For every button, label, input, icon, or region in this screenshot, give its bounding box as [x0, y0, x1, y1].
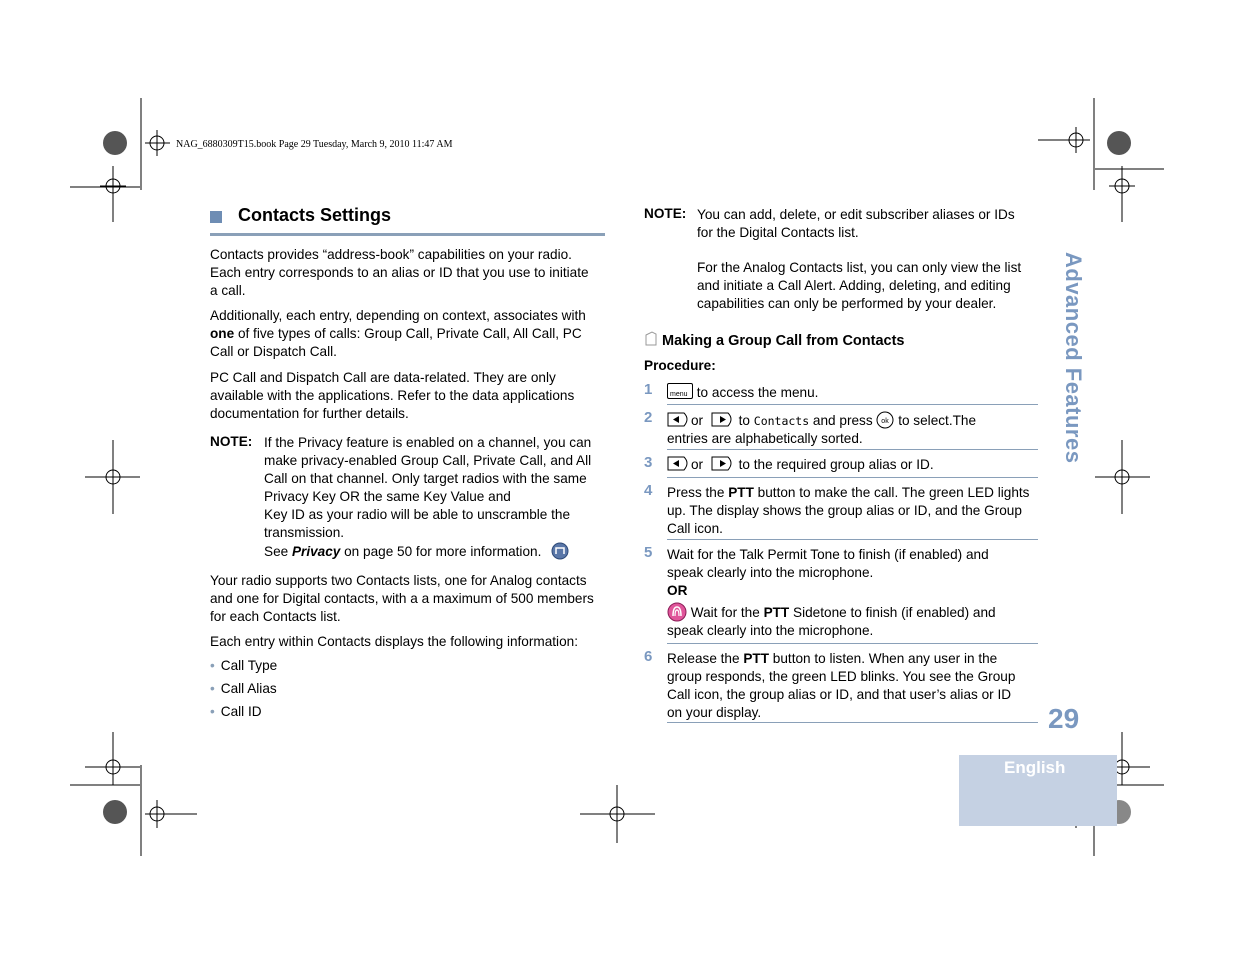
text-line: For the Analog Contacts list, you can only view the list: [697, 260, 1022, 275]
step-divider: [667, 449, 1038, 450]
bold-text: one: [210, 326, 235, 341]
chapter-side-tab: Advanced Features: [1061, 252, 1086, 464]
info-bullet-list: [210, 657, 277, 721]
step-divider: [667, 404, 1038, 405]
right-arrow-key-icon: [711, 456, 735, 471]
text-line: Call icon, the group alias or ID, and that user’s alias or ID: [667, 687, 1012, 702]
language-label: English: [1004, 758, 1066, 777]
step-3: [667, 456, 1039, 474]
section-heading: [210, 205, 605, 236]
bullet-text: Call Type: [220, 658, 278, 673]
text-span: to access the menu.: [693, 385, 819, 400]
key-label: ok: [881, 418, 890, 425]
list-item: • Call Alias: [210, 681, 277, 696]
step-divider: [667, 643, 1038, 644]
text-line: PC Call and Dispatch Call are data-related. They are only: [210, 370, 556, 385]
contacts-lists-paragraph: [210, 572, 610, 626]
bold-text: PTT: [763, 605, 790, 620]
text-line: Wait for the Talk Permit Tone to finish (if enabled) and: [667, 547, 989, 562]
text-line: on your display.: [667, 705, 762, 720]
text-span: button to make the call. The green LED lights: [753, 485, 1030, 500]
text-span: or: [691, 457, 704, 472]
text-line: transmission.: [264, 525, 345, 540]
note-label: NOTE:: [210, 434, 253, 449]
text-span: of five types of calls: Group Call, Private Call, All Call, PC: [234, 326, 582, 341]
text-span: and press: [809, 413, 877, 428]
digital-mode-icon: [551, 542, 569, 560]
text-line: Key ID as your radio will be able to unscramble the: [264, 507, 571, 522]
text-line: You can add, delete, or edit subscriber aliases or IDs: [697, 207, 1015, 222]
text-line: [210, 325, 610, 343]
text-line: [667, 602, 1039, 622]
ok-key-icon: [876, 411, 894, 429]
text-line: If the Privacy feature is enabled on a channel, you can: [264, 435, 592, 450]
bold-text: PTT: [743, 651, 770, 666]
data-calls-paragraph: [210, 369, 610, 423]
text-span: See: [264, 544, 292, 559]
text-line: Contacts provides “address-book” capabilities on your radio.: [210, 247, 572, 262]
language-tab: [959, 755, 1117, 826]
text-line: up. The display shows the group alias or ID, and the Group: [667, 503, 1022, 518]
text-line: for each Contacts list.: [210, 609, 341, 624]
key-label: menu: [670, 391, 688, 398]
left-arrow-key-icon: [667, 456, 691, 471]
text-span: Release the: [667, 651, 744, 666]
list-item: • Call Type: [210, 658, 278, 673]
text-span: Wait for the: [687, 605, 764, 620]
step-number: 6: [644, 648, 653, 665]
text-span: on page 50 for more information.: [340, 544, 542, 559]
subsection-heading: [644, 331, 905, 349]
step-6: [667, 650, 1039, 722]
text-line: documentation for further details.: [210, 406, 409, 421]
text-line: make privacy-enabled Group Call, Private Call, and All: [264, 453, 592, 468]
text-line: Your radio supports two Contacts lists, one for Analog contacts: [210, 573, 587, 588]
step-number: 3: [644, 454, 653, 471]
text-span: Press the: [667, 485, 729, 500]
text-line: a call.: [210, 283, 246, 298]
note-label: NOTE:: [644, 206, 687, 221]
bullet-text: Call Alias: [220, 681, 277, 696]
step-number: 2: [644, 409, 653, 426]
text-span: Sidetone to finish (if enabled) and: [789, 605, 996, 620]
bold-text: PTT: [728, 485, 754, 500]
text-line: available with the applications. Refer to the data applications: [210, 388, 575, 403]
step-1: [667, 383, 1039, 402]
text-line: and initiate a Call Alert. Adding, deleting, and editing: [697, 278, 1011, 293]
step-divider: [667, 539, 1038, 540]
text-line: [667, 650, 1039, 668]
text-line: [667, 484, 1039, 502]
page-number: 29: [1048, 703, 1080, 734]
contacts-note: [697, 206, 1042, 313]
print-header: NAG_6880309T15.book Page 29 Tuesday, March 9, 2010 11:47 AM: [176, 139, 453, 150]
text-line: speak clearly into the microphone.: [667, 623, 874, 638]
text-line: entries are alphabetically sorted.: [667, 431, 863, 446]
text-span: to: [734, 413, 754, 428]
intro-paragraph: [210, 246, 610, 300]
text-line: Call icon.: [667, 521, 723, 536]
text-line: Additionally, each entry, depending on context, associates with: [210, 308, 586, 323]
text-span: button to listen. When any user in the: [769, 651, 998, 666]
contacts-display-text: Contacts: [753, 414, 810, 428]
text-line: Call or Dispatch Call.: [210, 344, 337, 359]
text-line: Call on that channel. Only target radios with the same: [264, 471, 587, 486]
step-number: 4: [644, 482, 653, 499]
text-span: or: [691, 413, 704, 428]
text-line: for the Digital Contacts list.: [697, 225, 859, 240]
text-line: Privacy Key OR the same Key Value and: [264, 489, 511, 504]
left-arrow-key-icon: [667, 412, 691, 427]
text-line: capabilities can only be performed by your dealer.: [697, 296, 997, 311]
menu-key-icon: [667, 383, 693, 399]
text-line: speak clearly into the microphone.: [667, 565, 874, 580]
step-2: [667, 411, 1039, 448]
section-square-icon: [210, 211, 222, 223]
entry-info-paragraph: Each entry within Contacts displays the following information:: [210, 634, 578, 649]
section-title: Contacts Settings: [238, 205, 392, 225]
text-span: to the required group alias or ID.: [734, 457, 934, 472]
text-line: and one for Digital contacts, with a a maximum of 500 members: [210, 591, 594, 606]
see-reference: [264, 542, 609, 561]
bullet-text: Call ID: [220, 704, 262, 719]
text-span: to select.The: [894, 413, 977, 428]
ptt-sidetone-icon: [667, 602, 687, 622]
text-line: Each entry corresponds to an alias or ID that you use to initiate: [210, 265, 589, 280]
list-item: • Call ID: [210, 704, 262, 719]
step-divider: [667, 477, 1038, 478]
subsection-page-icon: [644, 331, 658, 347]
or-label: OR: [667, 583, 688, 598]
step-divider: [667, 722, 1038, 723]
privacy-note: [264, 434, 609, 542]
text-line: group responds, the green LED blinks. You see the Group: [667, 669, 1016, 684]
step-number: 1: [644, 381, 653, 398]
right-arrow-key-icon: [711, 412, 735, 427]
call-types-paragraph: [210, 307, 610, 361]
text-line: [667, 411, 1039, 430]
step-5: [667, 546, 1039, 640]
procedure-label: Procedure:: [644, 358, 716, 373]
subsection-title: Making a Group Call from Contacts: [662, 333, 905, 349]
step-4: [667, 484, 1039, 538]
privacy-link[interactable]: Privacy: [291, 544, 341, 559]
step-number: 5: [644, 544, 653, 561]
